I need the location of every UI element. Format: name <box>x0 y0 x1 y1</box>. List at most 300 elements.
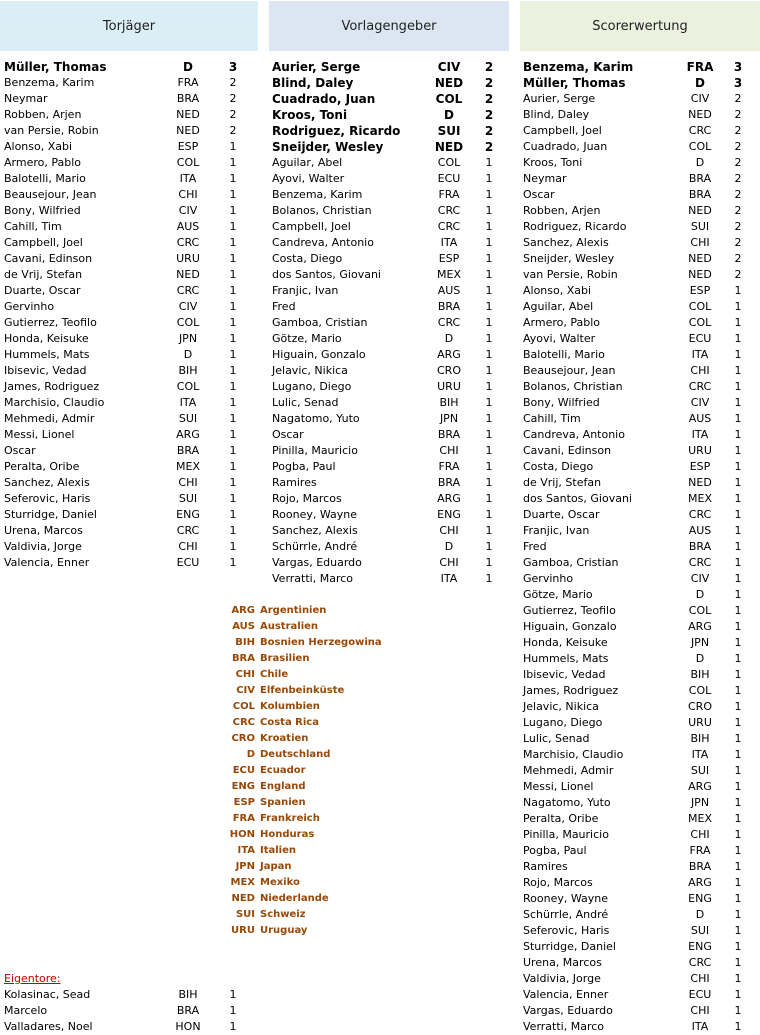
country-code: ECU <box>176 556 200 569</box>
player-name: Campbell, Joel <box>4 236 83 249</box>
player-name: Blind, Daley <box>272 76 354 90</box>
scorer-list <box>523 59 760 1035</box>
player-name: Armero, Pablo <box>4 156 81 169</box>
legend-item <box>228 651 428 667</box>
legend-country: Ecuador <box>260 765 306 776</box>
player-name: Aguilar, Abel <box>523 300 594 313</box>
country-code: URU <box>688 716 712 729</box>
player-name: Oscar <box>4 444 36 457</box>
count-value: 1 <box>485 268 493 281</box>
player-name: Balotelli, Mario <box>4 172 86 185</box>
player-name: Valladares, Noel <box>4 1020 93 1033</box>
list-item <box>4 219 250 235</box>
player-name: Urena, Marcos <box>4 524 83 537</box>
country-code: ECU <box>688 988 712 1001</box>
country-code: ITA <box>179 396 197 409</box>
list-item <box>4 443 250 459</box>
country-code: NED <box>688 476 712 489</box>
count-value: 1 <box>734 588 742 601</box>
country-code: COL <box>176 156 200 169</box>
legend-country: Argentinien <box>260 605 327 616</box>
count-value: 1 <box>229 252 237 265</box>
list-item <box>272 139 502 155</box>
list-item <box>4 331 250 347</box>
country-code: NED <box>176 124 200 137</box>
player-name: Ibisevic, Vedad <box>4 364 87 377</box>
country-code: ARG <box>688 620 712 633</box>
list-item <box>523 331 760 347</box>
count-value: 1 <box>485 188 493 201</box>
list-item <box>523 59 760 75</box>
count-value: 1 <box>734 540 742 553</box>
legend-code: CRO <box>231 733 255 744</box>
player-name: Peralta, Oribe <box>523 812 599 825</box>
count-value: 1 <box>229 556 237 569</box>
country-code: SUI <box>178 412 198 425</box>
count-value: 1 <box>485 556 493 569</box>
legend-country: Japan <box>260 861 292 872</box>
count-value: 1 <box>734 332 742 345</box>
player-name: Müller, Thomas <box>4 60 107 74</box>
country-code: CRC <box>176 236 200 249</box>
list-item <box>523 763 760 779</box>
player-name: dos Santos, Giovani <box>523 492 632 505</box>
country-code: COL <box>688 316 712 329</box>
country-code: CHI <box>178 476 198 489</box>
player-name: Franjic, Ivan <box>523 524 590 537</box>
count-value: 1 <box>485 156 493 169</box>
player-name: Aurier, Serge <box>523 92 596 105</box>
count-value: 1 <box>485 444 493 457</box>
country-code: CRC <box>437 204 461 217</box>
country-code: BRA <box>688 860 712 873</box>
country-code: FRA <box>689 844 711 857</box>
player-name: Rojo, Marcos <box>523 876 593 889</box>
count-value: 3 <box>228 60 238 74</box>
list-item <box>523 283 760 299</box>
list-item <box>4 987 250 1003</box>
country-code: BIH <box>178 364 198 377</box>
player-name: Bony, Wilfried <box>4 204 81 217</box>
list-item <box>4 107 250 123</box>
count-value: 1 <box>734 684 742 697</box>
list-item <box>523 811 760 827</box>
count-value: 1 <box>734 844 742 857</box>
country-code: NED <box>688 108 712 121</box>
player-name: Sneijder, Wesley <box>523 252 615 265</box>
count-value: 2 <box>484 92 494 106</box>
list-item <box>272 427 502 443</box>
list-item <box>4 267 250 283</box>
country-code: ARG <box>688 780 712 793</box>
legend-code: CRC <box>232 717 255 728</box>
count-value: 1 <box>734 748 742 761</box>
list-item <box>523 475 760 491</box>
country-code: ENG <box>176 508 200 521</box>
player-name: Bolanos, Christian <box>272 204 372 217</box>
list-item <box>272 251 502 267</box>
list-item <box>272 107 502 123</box>
legend-code: AUS <box>232 621 255 632</box>
player-name: Kolasinac, Sead <box>4 988 91 1001</box>
list-item <box>523 155 760 171</box>
player-name: Vargas, Eduardo <box>523 1004 613 1017</box>
list-item <box>523 955 760 971</box>
list-item <box>523 699 760 715</box>
count-value: 1 <box>485 492 493 505</box>
player-name: Campbell, Joel <box>523 124 602 137</box>
player-name: Rodriguez, Ricardo <box>272 124 401 138</box>
count-value: 1 <box>229 204 237 217</box>
player-name: Lugano, Diego <box>523 716 603 729</box>
player-name: de Vrij, Stefan <box>523 476 602 489</box>
list-item <box>523 859 760 875</box>
country-code: BIH <box>690 732 710 745</box>
player-name: Valencia, Enner <box>523 988 609 1001</box>
player-name: Fred <box>272 300 296 313</box>
count-value: 1 <box>734 572 742 585</box>
count-value: 2 <box>734 220 742 233</box>
count-value: 1 <box>734 476 742 489</box>
list-item <box>523 571 760 587</box>
country-code: D <box>444 108 454 122</box>
count-value: 1 <box>229 380 237 393</box>
country-code: CIV <box>690 572 710 585</box>
count-value: 1 <box>734 284 742 297</box>
country-code: SUI <box>178 492 198 505</box>
legend-item <box>228 699 428 715</box>
header-scorerwertung-label: Scorerwertung <box>592 18 688 34</box>
country-code: ARG <box>437 348 461 361</box>
count-value: 1 <box>734 956 742 969</box>
player-name: Pogba, Paul <box>272 460 336 473</box>
player-name: Higuain, Gonzalo <box>523 620 617 633</box>
country-code: HON <box>175 1020 201 1033</box>
list-item <box>4 59 250 75</box>
count-value: 1 <box>229 540 237 553</box>
count-value: 1 <box>734 396 742 409</box>
count-value: 2 <box>734 252 742 265</box>
list-item <box>523 299 760 315</box>
legend-country: Elfenbeinküste <box>260 685 345 696</box>
player-name: Oscar <box>272 428 304 441</box>
country-code: ESP <box>689 460 711 473</box>
player-name: Götze, Mario <box>523 588 593 601</box>
player-name: Valdivia, Jorge <box>4 540 82 553</box>
player-name: Gervinho <box>4 300 55 313</box>
player-name: Ramires <box>272 476 317 489</box>
legend-item <box>228 827 428 843</box>
list-item <box>272 235 502 251</box>
player-name: Jelavic, Nikica <box>272 364 348 377</box>
list-item <box>272 539 502 555</box>
list-item <box>272 491 502 507</box>
legend-code: BIH <box>235 637 255 648</box>
country-code: CHI <box>439 444 459 457</box>
count-value: 1 <box>229 412 237 425</box>
count-value: 1 <box>734 460 742 473</box>
count-value: 1 <box>485 508 493 521</box>
country-code: D <box>695 76 705 90</box>
player-name: Schürrle, André <box>272 540 358 553</box>
legend-item <box>228 875 428 891</box>
country-code: CIV <box>690 396 710 409</box>
count-value: 2 <box>734 268 742 281</box>
count-value: 1 <box>734 508 742 521</box>
legend-item <box>228 859 428 875</box>
player-name: Lulic, Senad <box>272 396 339 409</box>
list-item <box>523 427 760 443</box>
list-item <box>4 299 250 315</box>
list-item <box>523 107 760 123</box>
list-item <box>523 75 760 91</box>
list-item <box>4 235 250 251</box>
list-item <box>4 507 250 523</box>
count-value: 1 <box>734 940 742 953</box>
country-code: ITA <box>691 748 709 761</box>
list-item <box>523 555 760 571</box>
country-code: BRA <box>688 188 712 201</box>
player-name: Duarte, Oscar <box>523 508 600 521</box>
country-code: FRA <box>438 460 460 473</box>
count-value: 1 <box>485 412 493 425</box>
player-name: Fred <box>523 540 547 553</box>
list-item <box>523 795 760 811</box>
count-value: 2 <box>484 124 494 138</box>
list-item <box>4 139 250 155</box>
count-value: 1 <box>229 460 237 473</box>
list-item <box>4 91 250 107</box>
player-name: Oscar <box>523 188 555 201</box>
count-value: 1 <box>485 476 493 489</box>
list-item <box>272 507 502 523</box>
list-item <box>523 587 760 603</box>
list-item <box>523 187 760 203</box>
count-value: 1 <box>229 396 237 409</box>
list-item <box>523 747 760 763</box>
player-name: Nagatomo, Yuto <box>272 412 360 425</box>
torjaeger-list <box>4 59 250 571</box>
player-name: Marchisio, Claudio <box>523 748 624 761</box>
player-name: Honda, Keisuke <box>523 636 608 649</box>
list-item <box>523 651 760 667</box>
list-item <box>272 443 502 459</box>
player-name: Cavani, Edinson <box>523 444 612 457</box>
legend-item <box>228 683 428 699</box>
list-item <box>4 155 250 171</box>
list-item <box>523 315 760 331</box>
country-code: ECU <box>437 172 461 185</box>
player-name: Ayovi, Walter <box>523 332 596 345</box>
count-value: 2 <box>734 188 742 201</box>
player-name: Ramires <box>523 860 568 873</box>
count-value: 1 <box>734 444 742 457</box>
count-value: 2 <box>734 156 742 169</box>
list-item <box>4 539 250 555</box>
count-value: 1 <box>485 364 493 377</box>
player-name: Marchisio, Claudio <box>4 396 105 409</box>
country-code: D <box>183 60 193 74</box>
list-item <box>523 459 760 475</box>
country-code: MEX <box>688 812 712 825</box>
list-item <box>523 619 760 635</box>
legend-code: URU <box>231 925 255 936</box>
legend-item <box>228 779 428 795</box>
legend-country: England <box>260 781 306 792</box>
player-name: Götze, Mario <box>272 332 342 345</box>
count-value: 2 <box>229 76 237 89</box>
country-code: CRC <box>688 956 712 969</box>
player-name: Rooney, Wayne <box>523 892 609 905</box>
country-code: CHI <box>178 188 198 201</box>
player-name: James, Rodriguez <box>523 684 619 697</box>
count-value: 2 <box>484 140 494 154</box>
count-value: 1 <box>229 428 237 441</box>
country-code: ECU <box>688 332 712 345</box>
count-value: 1 <box>734 652 742 665</box>
country-code: NED <box>688 204 712 217</box>
player-name: Lulic, Senad <box>523 732 590 745</box>
country-code: ITA <box>440 572 458 585</box>
list-item <box>523 347 760 363</box>
player-name: Ayovi, Walter <box>272 172 345 185</box>
count-value: 1 <box>734 412 742 425</box>
count-value: 1 <box>734 524 742 537</box>
legend-country: Uruguay <box>260 925 308 936</box>
count-value: 2 <box>734 140 742 153</box>
list-item <box>4 187 250 203</box>
country-code: COL <box>437 156 461 169</box>
player-name: Ibisevic, Vedad <box>523 668 606 681</box>
player-name: dos Santos, Giovani <box>272 268 381 281</box>
player-name: Cuadrado, Juan <box>523 140 608 153</box>
list-item <box>4 363 250 379</box>
player-name: Benzema, Karim <box>523 60 634 74</box>
count-value: 1 <box>485 348 493 361</box>
list-item <box>4 203 250 219</box>
count-value: 1 <box>734 908 742 921</box>
list-item <box>523 875 760 891</box>
player-name: Honda, Keisuke <box>4 332 89 345</box>
count-value: 1 <box>485 284 493 297</box>
legend-code: ECU <box>232 765 255 776</box>
count-value: 1 <box>734 364 742 377</box>
count-value: 1 <box>485 252 493 265</box>
country-code: MEX <box>688 492 712 505</box>
list-item <box>4 523 250 539</box>
country-code: BRA <box>176 1004 200 1017</box>
legend-code: FRA <box>232 813 255 824</box>
count-value: 1 <box>229 300 237 313</box>
player-name: Robben, Arjen <box>4 108 82 121</box>
player-name: Cahill, Tim <box>523 412 581 425</box>
count-value: 1 <box>734 828 742 841</box>
legend-code: SUI <box>235 909 255 920</box>
legend-country: Bosnien Herzegowina <box>260 637 382 648</box>
vorlagengeber-list <box>272 59 502 587</box>
list-item <box>523 139 760 155</box>
country-code: ITA <box>440 236 458 249</box>
country-code: D <box>695 156 705 169</box>
country-code: NED <box>688 268 712 281</box>
player-name: van Persie, Robin <box>4 124 99 137</box>
player-name: Nagatomo, Yuto <box>523 796 611 809</box>
list-item <box>4 251 250 267</box>
list-item <box>523 667 760 683</box>
count-value: 2 <box>734 108 742 121</box>
list-item <box>4 411 250 427</box>
count-value: 1 <box>229 236 237 249</box>
country-code: D <box>444 332 454 345</box>
list-item <box>272 203 502 219</box>
player-name: Peralta, Oribe <box>4 460 80 473</box>
legend-item <box>228 747 428 763</box>
list-item <box>523 1019 760 1035</box>
count-value: 1 <box>734 300 742 313</box>
country-code: ARG <box>688 876 712 889</box>
count-value: 1 <box>229 220 237 233</box>
count-value: 1 <box>734 876 742 889</box>
count-value: 2 <box>484 76 494 90</box>
count-value: 3 <box>733 60 743 74</box>
count-value: 1 <box>229 284 237 297</box>
player-name: Sanchez, Alexis <box>272 524 358 537</box>
legend-item <box>228 731 428 747</box>
legend-item <box>228 763 428 779</box>
player-name: Sanchez, Alexis <box>523 236 609 249</box>
count-value: 1 <box>485 316 493 329</box>
list-item <box>523 715 760 731</box>
country-code: CHI <box>690 828 710 841</box>
count-value: 1 <box>734 892 742 905</box>
country-code: CIV <box>178 204 198 217</box>
list-item <box>523 827 760 843</box>
player-name: Candreva, Antonio <box>523 428 625 441</box>
player-name: Gutierrez, Teofilo <box>4 316 97 329</box>
count-value: 1 <box>229 444 237 457</box>
country-code: AUS <box>688 524 712 537</box>
header-torjaeger <box>0 1 258 51</box>
count-value: 1 <box>734 860 742 873</box>
country-code: CHI <box>690 364 710 377</box>
list-item <box>523 907 760 923</box>
country-code: ESP <box>438 252 460 265</box>
count-value: 1 <box>229 988 237 1001</box>
count-value: 2 <box>734 236 742 249</box>
country-code: CHI <box>439 524 459 537</box>
count-value: 1 <box>229 492 237 505</box>
list-item <box>4 347 250 363</box>
count-value: 1 <box>734 988 742 1001</box>
count-value: 1 <box>485 524 493 537</box>
count-value: 1 <box>229 172 237 185</box>
player-name: Gamboa, Cristian <box>523 556 619 569</box>
count-value: 1 <box>485 428 493 441</box>
list-item <box>272 91 502 107</box>
player-name: de Vrij, Stefan <box>4 268 83 281</box>
country-code: URU <box>176 252 200 265</box>
player-name: Campbell, Joel <box>272 220 351 233</box>
list-item <box>523 123 760 139</box>
country-legend <box>228 603 428 939</box>
list-item <box>523 171 760 187</box>
list-item <box>523 507 760 523</box>
count-value: 1 <box>734 668 742 681</box>
player-name: Costa, Diego <box>523 460 594 473</box>
player-name: James, Rodriguez <box>4 380 100 393</box>
player-name: Verratti, Marco <box>272 572 353 585</box>
count-value: 1 <box>229 140 237 153</box>
